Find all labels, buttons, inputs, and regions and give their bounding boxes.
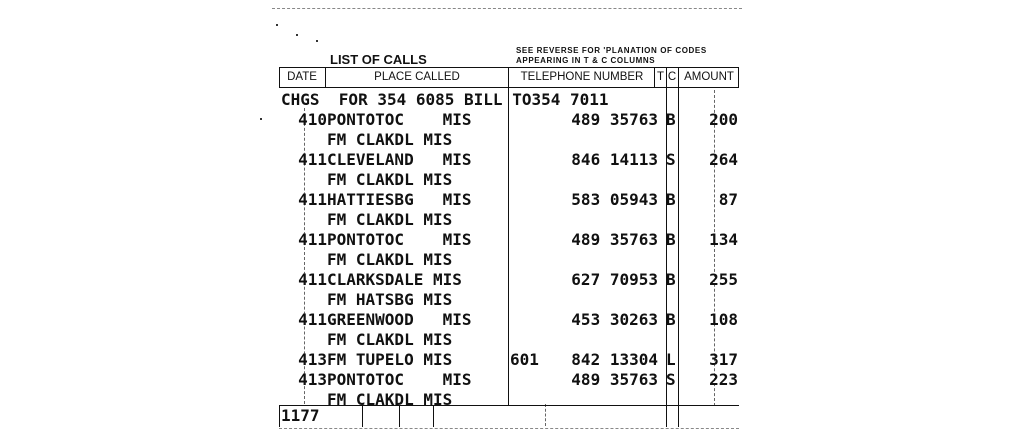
row-code: S — [666, 370, 676, 389]
row-code: B — [666, 270, 676, 289]
row-place: CLARKSDALE MIS — [327, 270, 462, 289]
bottom-scan-line — [279, 428, 739, 429]
row-telephone: 453 30263 — [571, 310, 658, 329]
rule-left — [279, 67, 280, 87]
row-date: 411 — [298, 150, 327, 169]
scan-speck — [296, 34, 298, 36]
footer-cell-3 — [433, 405, 434, 427]
row-place: CLEVELAND MIS — [327, 150, 472, 169]
row-code: L — [666, 350, 676, 369]
rule-right — [738, 67, 739, 87]
rule-date — [325, 67, 326, 87]
header-bottom-rule — [279, 87, 739, 88]
codes-note-line2: APPEARING IN T & C COLUMNS — [516, 56, 656, 65]
rule-telephone — [654, 67, 655, 87]
list-title: LIST OF CALLS — [330, 52, 427, 67]
row-area-code: 601 — [510, 350, 539, 369]
row-amount: 108 — [709, 310, 738, 329]
row-date: 411 — [298, 270, 327, 289]
row-date: 411 — [298, 230, 327, 249]
row-telephone: 846 14113 — [571, 150, 658, 169]
row-place: GREENWOOD MIS — [327, 310, 472, 329]
row-origin: FM CLAKDL MIS — [327, 130, 453, 149]
guide-telephone — [545, 404, 546, 426]
row-place: PONTOTOC MIS — [327, 110, 472, 129]
row-amount: 87 — [718, 190, 738, 209]
row-telephone: 489 35763 — [571, 110, 658, 129]
top-scan-line — [272, 8, 742, 9]
row-origin: FM CLAKDL MIS — [327, 390, 453, 409]
row-origin: FM CLAKDL MIS — [327, 330, 453, 349]
footer-cell-1 — [362, 405, 363, 427]
row-date: 413 — [298, 350, 327, 369]
row-origin: FM CLAKDL MIS — [327, 170, 453, 189]
charges-line: CHGS FOR 354 6085 BILL TO354 7011 — [281, 90, 609, 109]
row-date: 411 — [298, 310, 327, 329]
row-code: S — [666, 150, 676, 169]
row-telephone: 627 70953 — [571, 270, 658, 289]
col-header-amount: AMOUNT — [684, 71, 734, 83]
row-amount: 264 — [709, 150, 738, 169]
row-date: 410 — [298, 110, 327, 129]
row-amount: 223 — [709, 370, 738, 389]
row-origin: FM CLAKDL MIS — [327, 210, 453, 229]
footer-rule — [279, 405, 739, 406]
row-date: 411 — [298, 190, 327, 209]
row-telephone: 583 05943 — [571, 190, 658, 209]
codes-note-line1: SEE REVERSE FOR 'PLANATION OF CODES — [516, 46, 707, 55]
row-telephone: 489 35763 — [571, 230, 658, 249]
row-place: PONTOTOC MIS — [327, 230, 472, 249]
row-origin: FM HATSBG MIS — [327, 290, 453, 309]
row-code: B — [666, 110, 676, 129]
col-header-place: PLACE CALLED — [374, 71, 460, 83]
col-header-c: C — [667, 71, 677, 83]
row-code: B — [666, 190, 676, 209]
footer-cell-2 — [399, 405, 400, 427]
row-code: B — [666, 230, 676, 249]
rule-place — [508, 67, 509, 405]
footer-total: 1177 — [281, 406, 320, 425]
header-top-rule — [279, 67, 739, 68]
row-telephone: 842 13304 — [571, 350, 658, 369]
col-header-date: DATE — [287, 71, 317, 83]
scan-speck — [260, 118, 262, 120]
scan-speck — [276, 24, 278, 26]
row-amount: 200 — [709, 110, 738, 129]
row-amount: 255 — [709, 270, 738, 289]
row-place: FM TUPELO MIS — [327, 350, 453, 369]
row-origin: FM CLAKDL MIS — [327, 250, 453, 269]
row-telephone: 489 35763 — [571, 370, 658, 389]
col-header-telephone: TELEPHONE NUMBER — [520, 71, 644, 83]
row-code: B — [666, 310, 676, 329]
row-date: 413 — [298, 370, 327, 389]
col-header-t: T — [656, 71, 665, 83]
row-amount: 134 — [709, 230, 738, 249]
scan-speck — [316, 40, 318, 42]
row-place: PONTOTOC MIS — [327, 370, 472, 389]
row-place: HATTIESBG MIS — [327, 190, 472, 209]
row-amount: 317 — [709, 350, 738, 369]
footer-rule-left — [279, 405, 280, 427]
